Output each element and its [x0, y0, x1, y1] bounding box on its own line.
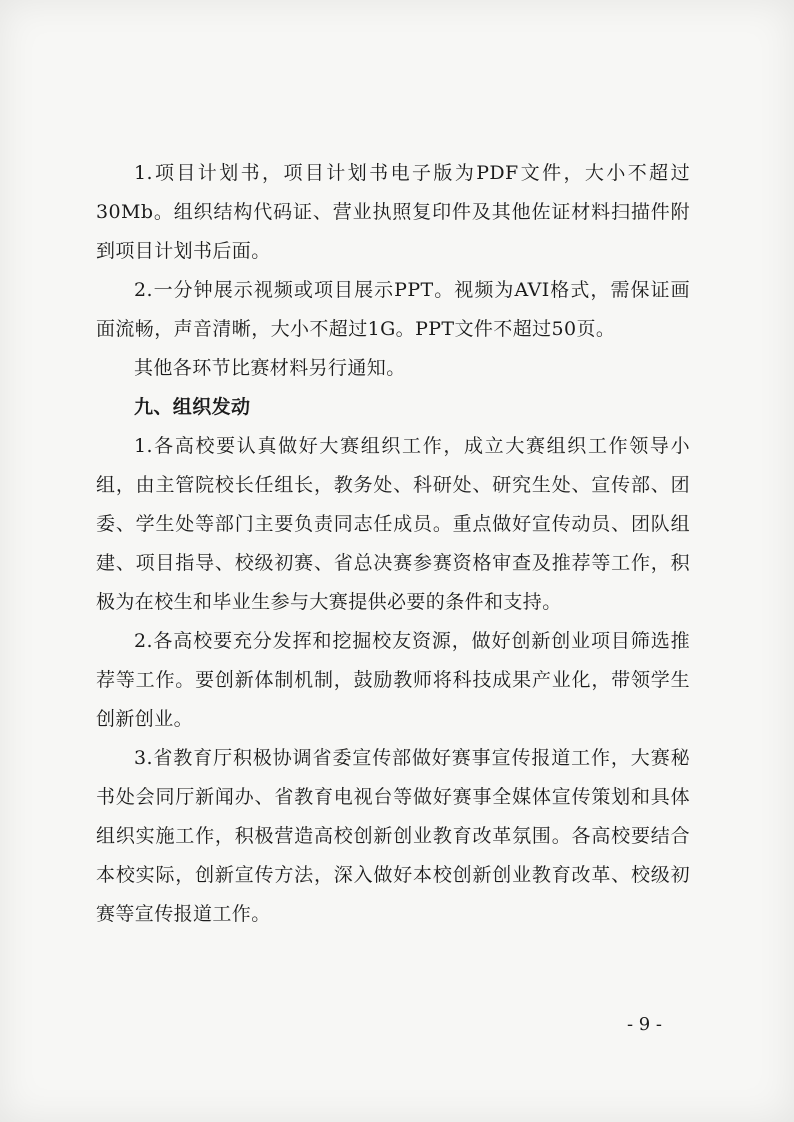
paragraph-alumni-resources: 2.各高校要充分发挥和挖掘校友资源，做好创新创业项目筛选推荐等工作。要创新体制机制，鼓励教师将科技成果产业化，带领学生创新创业。 — [96, 630, 690, 730]
paragraph-other-materials: 其他各环节比赛材料另行通知。 — [134, 357, 406, 379]
document-body — [96, 154, 690, 934]
section-heading: 九、组织发动 — [134, 396, 251, 418]
paragraph-organization: 1.各高校要认真做好大赛组织工作，成立大赛组织工作领导小组，由主管院校长任组长，教务处、科研处、研究生处、宣传部、团委、学生处等部门主要负责同志任成员。重点做好宣传动员、团队组建、项目指导、校级初赛、省总决赛参赛资格审查及推荐等工作，积极为在校生和毕业生参与大赛提供必要的条件和支持。 — [96, 435, 690, 613]
paragraph-publicity: 3.省教育厅积极协调省委宣传部做好赛事宣传报道工作，大赛秘书处会同厅新闻办、省教育电视台等做好赛事全媒体宣传策划和具体组织实施工作，积极营造高校创新创业教育改革氛围。各高校要结合本校实际，创新宣传方法，深入做好本校创新创业教育改革、校级初赛等宣传报道工作。 — [96, 747, 690, 925]
paragraph-video-ppt: 2.一分钟展示视频或项目展示PPT。视频为AVI格式，需保证画面流畅，声音清晰，大小不超过1G。PPT文件不超过50页。 — [96, 279, 690, 340]
paragraph-project-plan: 1.项目计划书，项目计划书电子版为PDF文件，大小不超过30Mb。组织结构代码证、营业执照复印件及其他佐证材料扫描件附到项目计划书后面。 — [96, 162, 690, 262]
page-number: - 9 - — [626, 1014, 662, 1035]
